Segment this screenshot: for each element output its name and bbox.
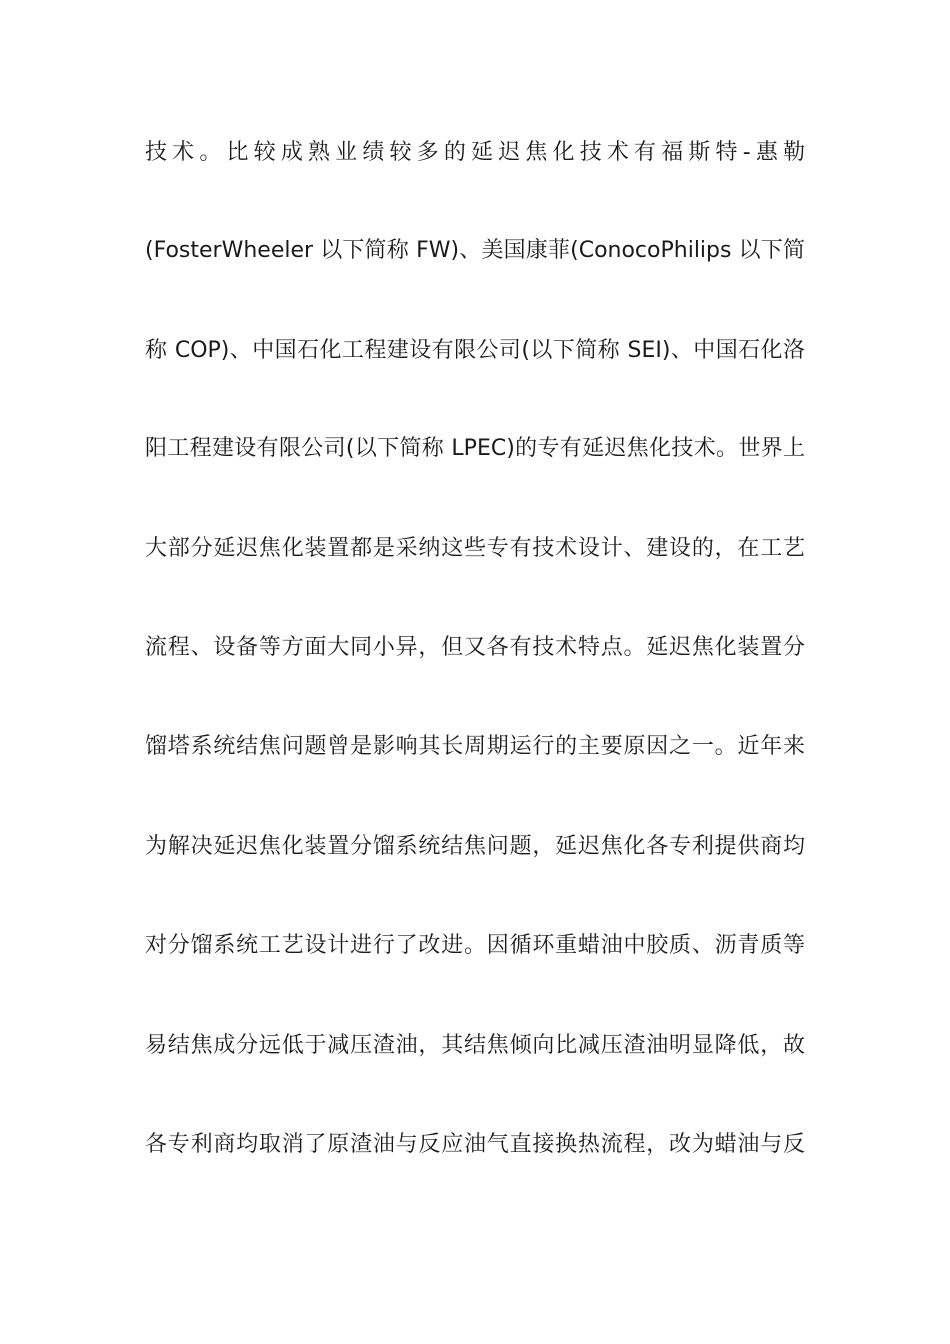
body-text-line: 流程、设备等方面大同小异，但又各有技术特点。延迟焦化装置分 xyxy=(145,635,805,660)
body-text-line: (FosterWheeler 以下简称 FW)、美国康菲(ConocoPhilips 以下简 xyxy=(145,238,805,263)
body-text-line: 称 COP)、中国石化工程建设有限公司(以下简称 SEI)、中国石化洛 xyxy=(145,338,805,363)
body-text-line: 大部分延迟焦化装置都是采纳这些专有技术设计、建设的，在工艺 xyxy=(145,536,805,561)
body-text-line: 为解决延迟焦化装置分馏系统结焦问题，延迟焦化各专利提供商均 xyxy=(145,834,805,859)
body-text-line: 阳工程建设有限公司(以下简称 LPEC)的专有延迟焦化技术。世界上 xyxy=(145,436,805,461)
body-text-line: 技术。比较成熟业绩较多的延迟焦化技术有福斯特-惠勒 xyxy=(145,140,805,165)
body-text-line: 各专利商均取消了原渣油与反应油气直接换热流程，改为蜡油与反 xyxy=(145,1132,805,1157)
body-text-line: 馏塔系统结焦问题曾是影响其长周期运行的主要原因之一。近年来 xyxy=(145,734,805,759)
body-text-line: 对分馏系统工艺设计进行了改进。因循环重蜡油中胶质、沥青质等 xyxy=(145,933,805,958)
body-text-line: 易结焦成分远低于减压渣油，其结焦倾向比减压渣油明显降低，故 xyxy=(145,1033,805,1058)
